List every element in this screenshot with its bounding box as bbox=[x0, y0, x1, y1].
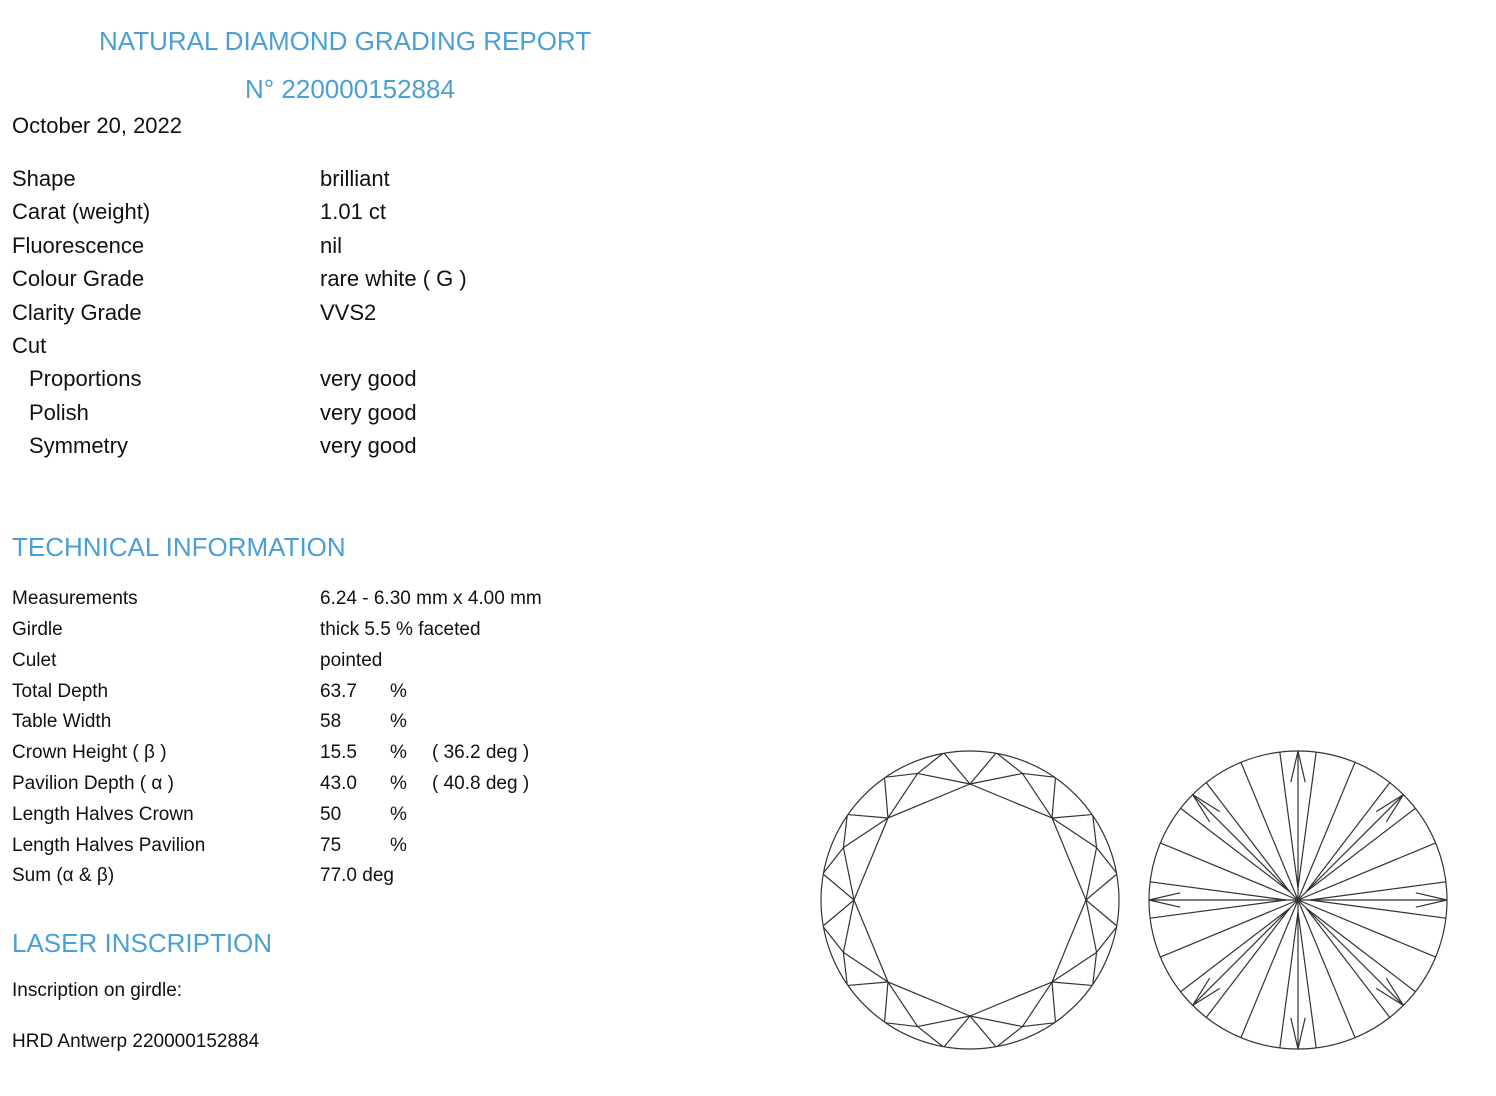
report-number: N° 220000152884 bbox=[245, 74, 455, 104]
grading-value: very good bbox=[320, 400, 417, 425]
grading-label: Clarity Grade bbox=[12, 300, 142, 325]
grading-label: Cut bbox=[12, 333, 47, 358]
pavilion-half-line bbox=[1298, 752, 1316, 888]
tech-value: 50 bbox=[320, 804, 342, 825]
pavilion-half-line bbox=[1280, 912, 1298, 1048]
tech-value: 15.5 bbox=[320, 742, 357, 763]
tech-unit: % bbox=[390, 773, 407, 794]
tech-unit: % bbox=[390, 804, 407, 825]
tech-label: Table Width bbox=[12, 711, 112, 732]
grading-label: Proportions bbox=[29, 366, 142, 391]
pavilion-main-line bbox=[1193, 795, 1298, 900]
pavilion-lower-girdle-line bbox=[1376, 795, 1403, 812]
crown-upper-girdle-line bbox=[848, 815, 888, 818]
report-date: October 20, 2022 bbox=[12, 113, 183, 138]
tech-label: Girdle bbox=[12, 619, 63, 640]
crown-facets bbox=[821, 751, 1119, 1049]
grading-label: Polish bbox=[29, 400, 89, 425]
tech-unit: % bbox=[390, 742, 407, 763]
pavilion-main-line bbox=[1298, 795, 1403, 900]
grading-value: nil bbox=[320, 233, 343, 258]
grading-value: 1.01 ct bbox=[320, 199, 387, 224]
pavilion-lower-girdle-line bbox=[1416, 893, 1447, 900]
tech-label: Total Depth bbox=[12, 681, 109, 702]
pavilion-plot-diagram bbox=[1143, 745, 1453, 1055]
pavilion-lower-girdle-line bbox=[1193, 795, 1210, 822]
tech-value: 75 bbox=[320, 835, 342, 856]
pavilion-lower-girdle-line bbox=[1291, 751, 1298, 782]
inscription-value: HRD Antwerp 220000152884 bbox=[12, 1031, 260, 1052]
tech-angle: ( 36.2 deg ) bbox=[432, 742, 530, 763]
pavilion-lower-girdle-line bbox=[1298, 1018, 1305, 1049]
pavilion-lower-girdle-line bbox=[1386, 795, 1403, 822]
crown-upper-girdle-line bbox=[1052, 815, 1092, 818]
grading-label: Shape bbox=[12, 166, 76, 191]
tech-label: Sum (α & β) bbox=[12, 865, 115, 886]
tech-label: Measurements bbox=[12, 588, 138, 609]
pavilion-lower-girdle-line bbox=[1298, 751, 1305, 782]
technical-section-title: TECHNICAL INFORMATION bbox=[12, 532, 346, 562]
tech-label: Length Halves Crown bbox=[12, 804, 194, 825]
pavilion-lower-girdle-line bbox=[1376, 988, 1403, 1005]
pavilion-half-line bbox=[1310, 882, 1446, 900]
grading-value: very good bbox=[320, 366, 417, 391]
tech-value: 43.0 bbox=[320, 773, 357, 794]
report-title: NATURAL DIAMOND GRADING REPORT bbox=[99, 26, 592, 56]
inscription-label: Inscription on girdle: bbox=[12, 980, 183, 1001]
pavilion-lower-girdle-line bbox=[1193, 988, 1220, 1005]
tech-angle: ( 40.8 deg ) bbox=[432, 773, 530, 794]
grading-label: Symmetry bbox=[29, 433, 128, 458]
crown-girdle-outline bbox=[821, 751, 1119, 1049]
tech-value: 77.0 deg bbox=[320, 865, 394, 886]
tech-unit: % bbox=[390, 681, 407, 702]
crown-upper-girdle-line bbox=[885, 982, 888, 1022]
tech-label: Culet bbox=[12, 650, 57, 671]
tech-value: 58 bbox=[320, 711, 342, 732]
crown-upper-girdle-line bbox=[1052, 982, 1055, 1022]
pavilion-half-line bbox=[1310, 900, 1446, 918]
pavilion-lower-girdle-line bbox=[1416, 900, 1447, 907]
grading-label: Colour Grade bbox=[12, 266, 145, 291]
tech-value: 63.7 bbox=[320, 681, 357, 702]
laser-section-title: LASER INSCRIPTION bbox=[12, 928, 273, 958]
pavilion-facets bbox=[1149, 751, 1447, 1049]
tech-value: pointed bbox=[320, 650, 383, 671]
grading-value: rare white ( G ) bbox=[320, 266, 467, 291]
pavilion-lower-girdle-line bbox=[1193, 978, 1210, 1005]
crown-table-facet bbox=[854, 784, 1086, 1016]
tech-value: 6.24 - 6.30 mm x 4.00 mm bbox=[320, 588, 542, 609]
crown-upper-girdle-line bbox=[1052, 982, 1092, 985]
crown-upper-girdle-line bbox=[848, 982, 888, 985]
crown-plot-diagram bbox=[815, 745, 1125, 1055]
grading-value: VVS2 bbox=[320, 300, 377, 325]
grading-value: brilliant bbox=[320, 166, 390, 191]
pavilion-main-line bbox=[1193, 900, 1298, 1005]
pavilion-lower-girdle-line bbox=[1149, 893, 1180, 900]
pavilion-lower-girdle-line bbox=[1386, 978, 1403, 1005]
pavilion-half-line bbox=[1298, 912, 1316, 1048]
pavilion-lower-girdle-line bbox=[1291, 1018, 1298, 1049]
tech-unit: % bbox=[390, 835, 407, 856]
crown-upper-girdle-line bbox=[885, 778, 888, 818]
tech-label: Length Halves Pavilion bbox=[12, 835, 206, 856]
grading-label: Fluorescence bbox=[12, 233, 145, 258]
grading-value: very good bbox=[320, 433, 417, 458]
tech-unit: % bbox=[390, 711, 407, 732]
pavilion-lower-girdle-line bbox=[1149, 900, 1180, 907]
pavilion-main-line bbox=[1298, 900, 1403, 1005]
grading-label: Carat (weight) bbox=[12, 199, 151, 224]
pavilion-half-line bbox=[1280, 752, 1298, 888]
tech-label: Pavilion Depth ( α ) bbox=[12, 773, 174, 794]
pavilion-half-line bbox=[1150, 882, 1286, 900]
pavilion-half-line bbox=[1150, 900, 1286, 918]
tech-label: Crown Height ( β ) bbox=[12, 742, 167, 763]
crown-upper-girdle-line bbox=[1052, 778, 1055, 818]
pavilion-lower-girdle-line bbox=[1193, 795, 1220, 812]
tech-value: thick 5.5 % faceted bbox=[320, 619, 481, 640]
